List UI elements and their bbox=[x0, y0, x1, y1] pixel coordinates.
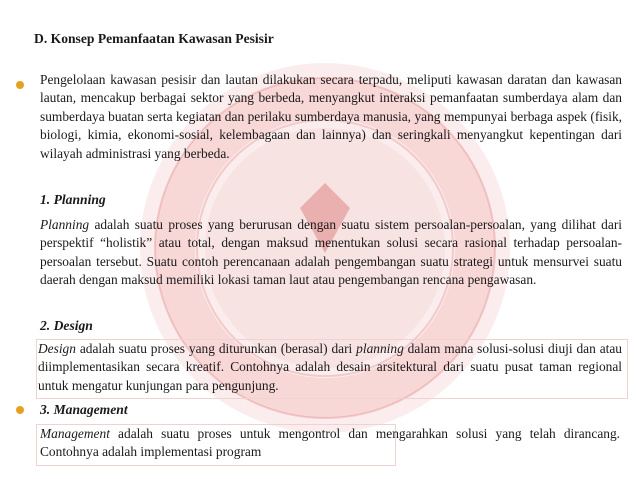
intro-paragraph: Pengelolaan kawasan pesisir dan lautan dilakukan secara terpadu, meliputi kawasan daratan dan kawasan lautan, mencakup berbagai sektor yang berbeda, menyangkut interaksi pemanfaatan sumberdaya alam dan sumberdaya buatan serta kegiatan dan perilaku sumberdaya manusia, yang mempunyai berbaga aspek (fisik, biologi, kimia, ekonomi-sosial, kelembagaan dan lainnya) dan seringkali menyangkut kepentingan dari wilayah administrasi yang berbeda. bbox=[40, 72, 622, 161]
design-paragraph bbox=[38, 340, 622, 395]
design-term: Design bbox=[38, 341, 76, 356]
bullet-icon bbox=[16, 406, 24, 414]
management-paragraph bbox=[40, 425, 620, 462]
design-title: 2. Design bbox=[40, 318, 93, 333]
bullet-icon bbox=[16, 81, 24, 89]
planning-term: Planning bbox=[40, 217, 90, 232]
design-body-b: dalam mana solusi-solusi diuji dan atau diimplementasikan secara kreatif. Contohnya adalah desain arsitektural dari suatu pusat taman regional untuk mengatur kunjungan para pengunjung. bbox=[38, 341, 622, 393]
management-term: Management bbox=[40, 426, 110, 441]
planning-paragraph bbox=[40, 216, 622, 290]
planning-title: 1. Planning bbox=[40, 192, 106, 207]
design-body-a: adalah suatu proses yang diturunkan (berasal) dari bbox=[75, 341, 357, 356]
management-body: adalah suatu proses untuk mengontrol dan mengarahkan solusi yang telah dirancang. Contohnya adalah implementasi program bbox=[40, 426, 620, 460]
management-title: 3. Management bbox=[40, 402, 128, 417]
planning-body: adalah suatu proses yang berurusan dengan suatu sistem persoalan-persoalan, yang dilihat dari perspektif “holistik” atau total, dengan maksud menentukan solusi secara rasional terhadap persoalan-persoalan tersebut. Suatu contoh perencanaan adalah pengembangan suatu strategi untuk mensurvei suatu daerah dengan maksud memiliki lokasi taman laut atau pengembangan rencana pengawasan. bbox=[40, 217, 622, 288]
section-heading: D. Konsep Pemanfaatan Kawasan Pesisir bbox=[34, 31, 274, 46]
design-term-planning: planning bbox=[356, 341, 404, 356]
